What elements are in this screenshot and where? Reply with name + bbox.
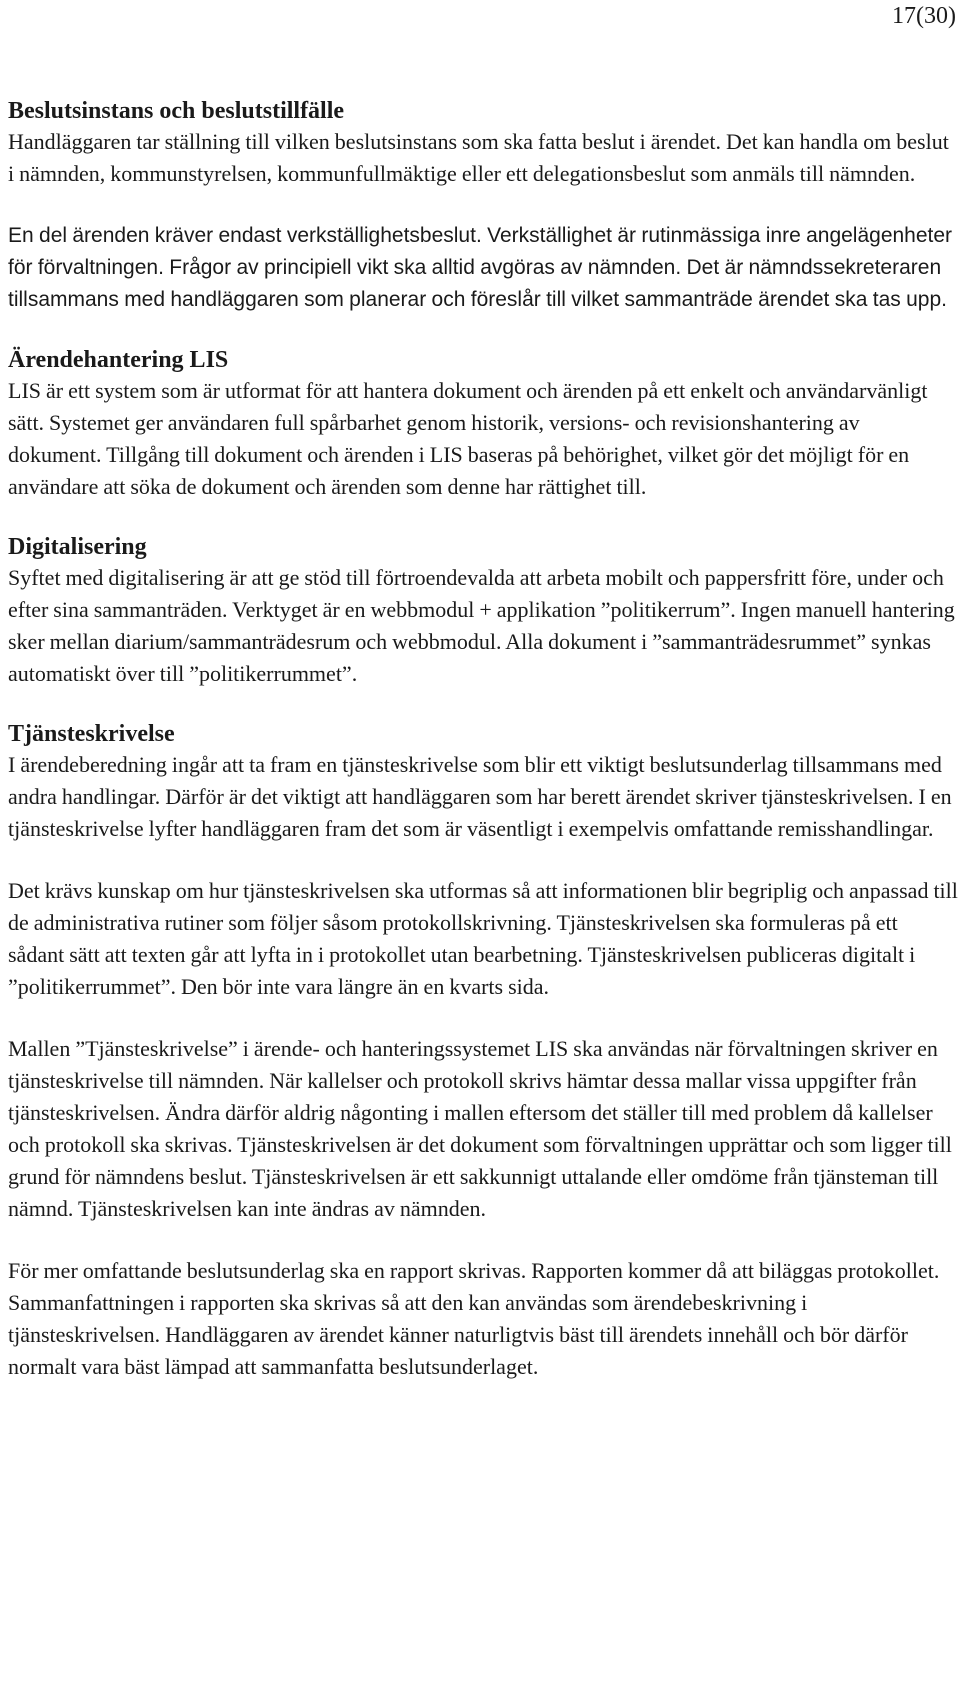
section-tjansteskrivelse: [8, 719, 958, 1383]
section-digitalisering: [8, 532, 958, 690]
paragraph: En del ärenden kräver endast verkställighetsbeslut. Verkställighet är rutinmässiga inre angelägenheter för förvaltningen. Frågor av principiell vikt ska alltid avgöras av nämnden. Det är nämndssekreteraren tillsammans med handläggaren som planerar och föreslår till vilket sammanträde ärendet ska tas upp.: [8, 224, 953, 311]
paragraph: För mer omfattande beslutsunderlag ska en rapport skrivas. Rapporten kommer då att biläggas protokollet. Sammanfattningen i rapporten ska skrivas så att den kan användas som ärendebeskrivning i tjänsteskrivelsen. Handläggaren av ärendet känner naturligtvis bäst till ärendets innehåll och bör därför normalt vara bäst lämpad att sammanfatta beslutsunderlaget.: [8, 1258, 940, 1379]
page-number: 17(30): [892, 3, 956, 29]
section-heading: Tjänsteskrivelse: [8, 721, 175, 747]
section-heading: Beslutsinstans och beslutstillfälle: [8, 98, 345, 124]
section-arendehantering-lis: [8, 345, 958, 503]
paragraph: I ärendeberedning ingår att ta fram en tjänsteskrivelse som blir ett viktigt beslutsunderlag tillsammans med andra handlingar. Därför är det viktigt att handläggaren som har berett ärendet skriver tjänsteskrivelsen. I en tjänsteskrivelse lyfter handläggaren fram det som är väsentligt i exempelvis omfattande remisshandlingar.: [8, 752, 952, 841]
section-heading: Digitalisering: [8, 534, 147, 560]
paragraph: Handläggaren tar ställning till vilken beslutsinstans som ska fatta beslut i ärendet. Det kan handla om beslut i nämnden, kommunstyrelsen, kommunfullmäktige eller ett delegationsbeslut som anmäls till nämnden.: [8, 129, 949, 186]
paragraph: Mallen ”Tjänsteskrivelse” i ärende- och hanteringssystemet LIS ska användas när förvaltningen skriver en tjänsteskrivelse till nämnden. När kallelser och protokoll skrivs hämtar dessa mallar vissa uppgifter från tjänsteskrivelsen. Ändra därför aldrig någonting i mallen eftersom det ställer till med problem då kallelser och protokoll ska skrivas. Tjänsteskrivelsen är det dokument som förvaltningen upprättar och som ligger till grund för nämndens beslut. Tjänsteskrivelsen är ett sakkunnigt uttalande eller omdöme från tjänsteman till nämnd. Tjänsteskrivelsen kan inte ändras av nämnden.: [8, 1036, 952, 1221]
paragraph: LIS är ett system som är utformat för att hantera dokument och ärenden på ett enkelt och användarvänligt sätt. Systemet ger användaren full spårbarhet genom historik, versions- och revisionshantering av dokument. Tillgång till dokument och ärenden i LIS baseras på behörighet, vilket gör det möjligt för en användare att söka de dokument och ärenden som denne har rättighet till.: [8, 378, 928, 499]
section-heading: Ärendehantering LIS: [8, 347, 229, 373]
section-beslutsinstans: [8, 96, 958, 316]
document-body: [8, 96, 958, 1383]
paragraph: Syftet med digitalisering är att ge stöd till förtroendevalda att arbeta mobilt och pappersfritt före, under och efter sina sammanträden. Verktyget är en webbmodul + applikation ”politikerrum”. Ingen manuell hantering sker mellan diarium/sammanträdesrum och webbmodul. Alla dokument i ”sammanträdesrummet” synkas automatiskt över till ”politikerrummet”.: [8, 565, 955, 686]
paragraph: Det krävs kunskap om hur tjänsteskrivelsen ska utformas så att informationen blir begriplig och anpassad till de administrativa rutiner som följer såsom protokollskrivning. Tjänsteskrivelsen ska formuleras på ett sådant sätt att texten går att lyfta in i protokollet utan bearbetning. Tjänsteskrivelsen publiceras digitalt i ”politikerrummet”. Den bör inte vara längre än en kvarts sida.: [8, 878, 958, 999]
